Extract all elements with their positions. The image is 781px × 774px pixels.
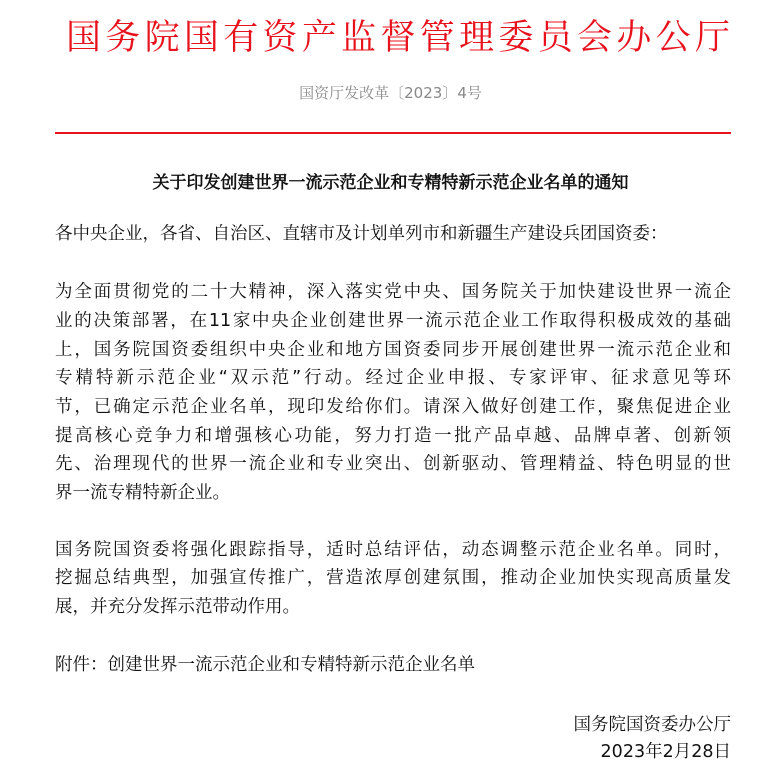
paragraph2-line: 国务院国资委将强化跟踪指导，适时总结评估，动态调整示范企业名单。同时， [55,540,731,560]
salutation: 各中央企业，各省、自治区、直辖市及计划单列市和新疆生产建设兵团国资委： [55,224,668,244]
paragraph1-line: 界一流专精特新企业。 [55,483,230,503]
issue-date: 2023年2月28日 [600,742,731,762]
signature: 国务院国资委办公厅 [573,715,731,735]
paragraph1-line: 为全面贯彻党的二十大精神，深入落实党中央、国务院关于加快建设世界一流企 [55,282,731,302]
paragraph1-line: 提高核心竞争力和增强核心功能，努力打造一批产品卓越、品牌卓著、创新领 [55,426,731,446]
issuer-letterhead: 国务院国有资产监督管理委员会办公厅 [66,18,730,58]
attachment-line: 附件：创建世界一流示范企业和专精特新示范企业名单 [55,655,475,675]
red-divider [55,132,731,134]
paragraph2-line: 展，并充分发挥示范带动作用。 [55,597,300,617]
notice-title: 关于印发创建世界一流示范企业和专精特新示范企业名单的通知 [152,173,629,193]
paragraph1-line: 业的决策部署，在11家中央企业创建世界一流示范企业工作取得积极成效的基础 [55,311,731,331]
paragraph1-line: 专精特新示范企业“双示范”行动。经过企业申报、专家评审、征求意见等环 [55,368,731,388]
paragraph1-line: 上，国务院国资委组织中央企业和地方国资委同步开展创建世界一流示范企业和 [55,340,731,360]
paragraph1-line: 先、治理现代的世界一流企业和专业突出、创新驱动、管理精益、特色明显的世 [55,454,731,474]
paragraph2-line: 挖掘总结典型，加强宣传推广，营造浓厚创建氛围，推动企业加快实现高质量发 [55,568,731,588]
paragraph1-line: 节，已确定示范企业名单，现印发给你们。请深入做好创建工作，聚焦促进企业 [55,397,731,417]
document-number: 国资厅发改革〔2023〕4号 [299,84,482,102]
